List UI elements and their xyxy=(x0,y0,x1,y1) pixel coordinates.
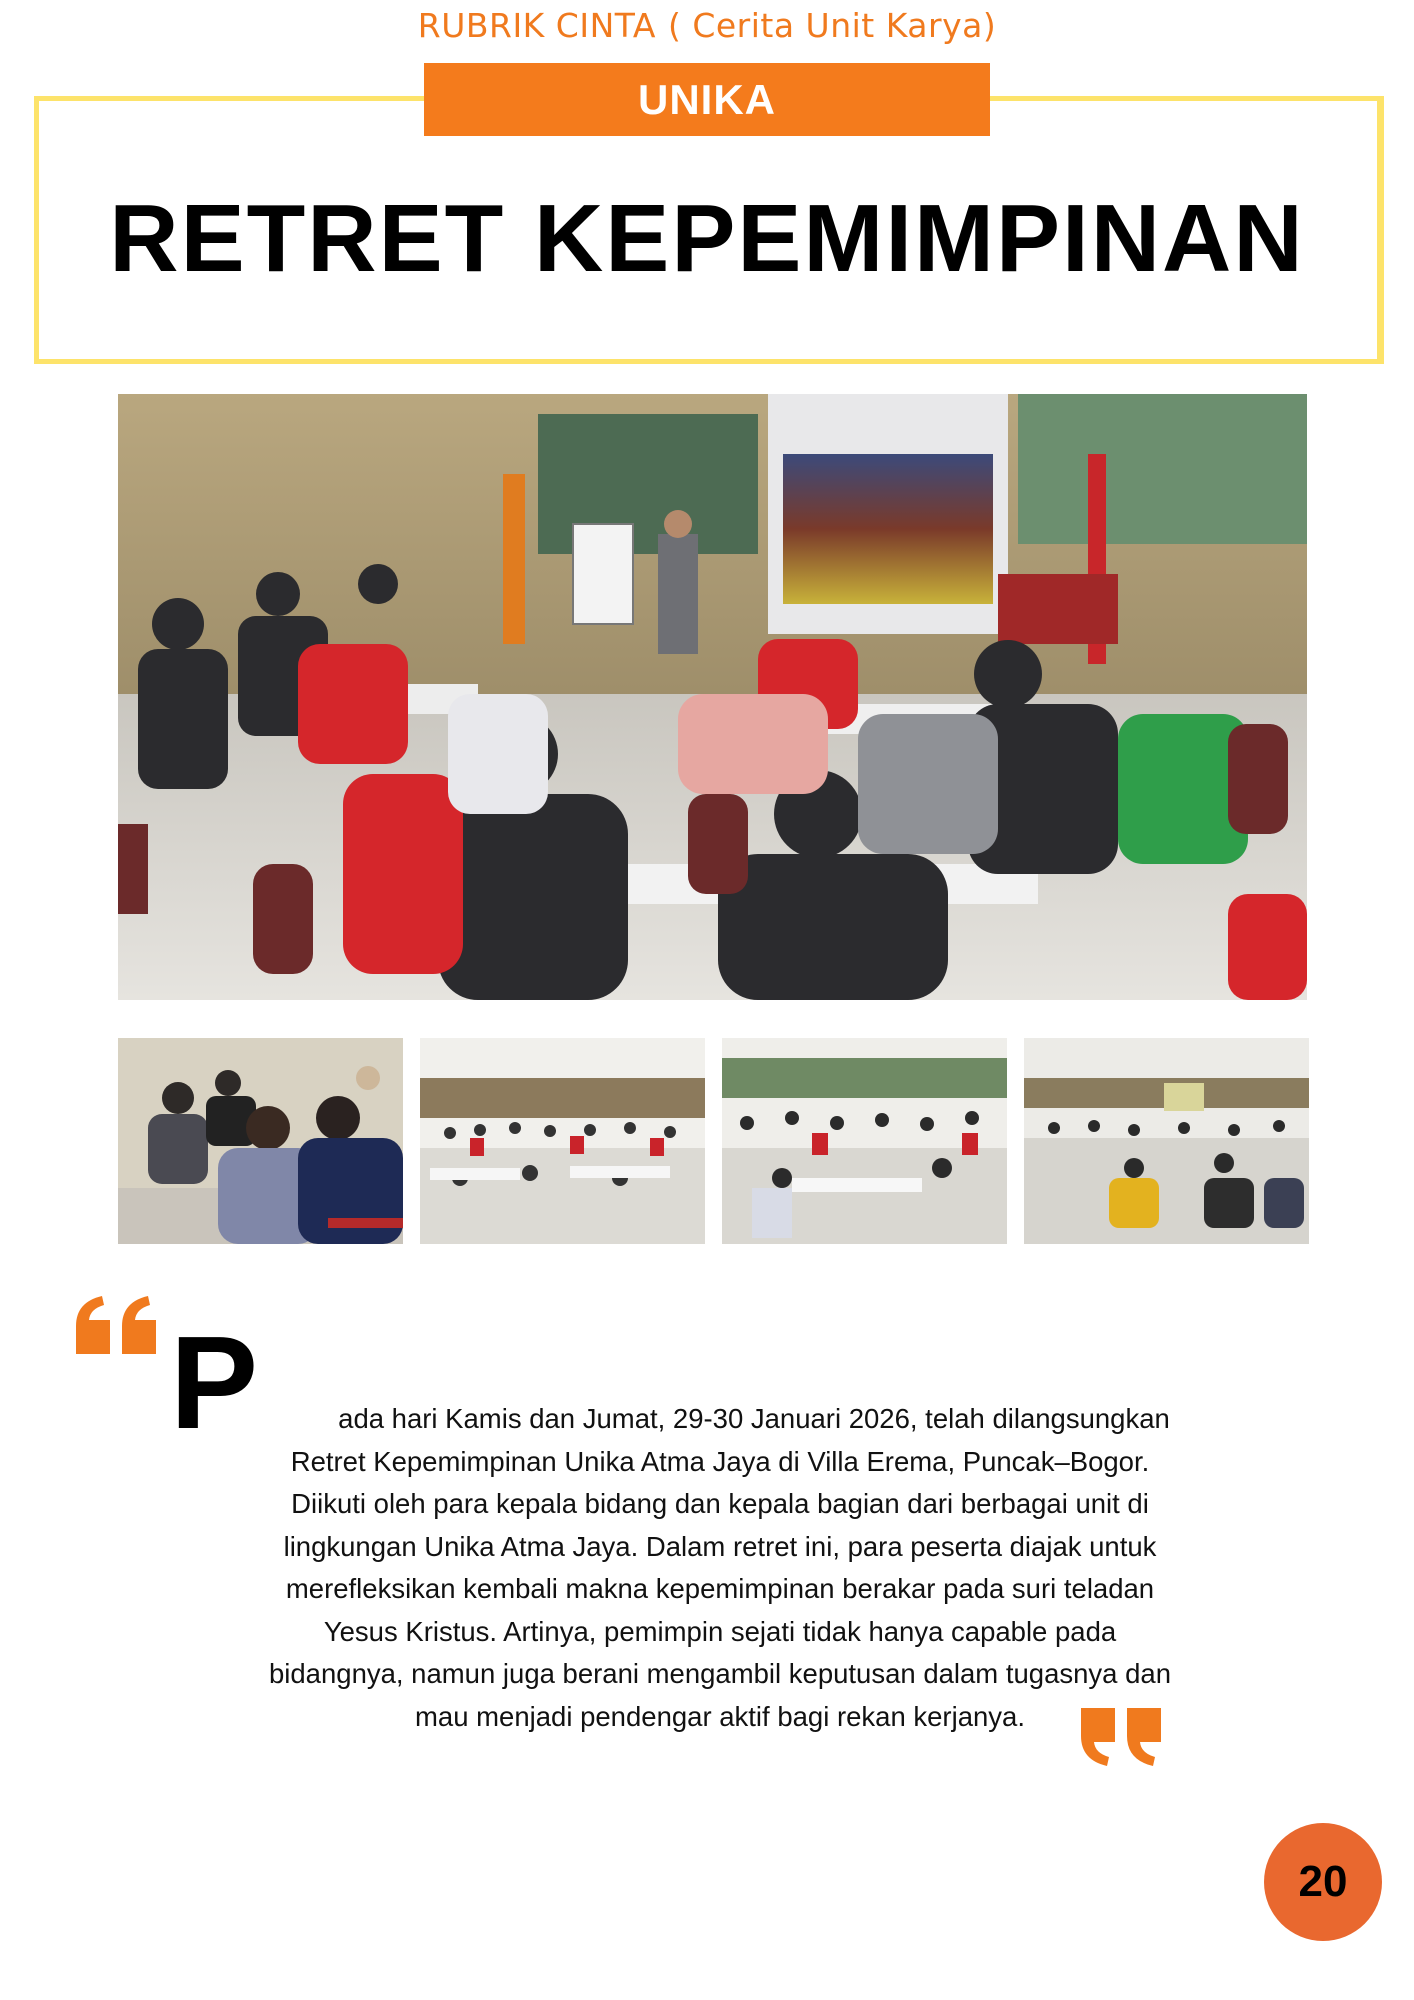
article-line: merefleksikan kembali makna kepemimpinan berakar pada suri teladan xyxy=(285,1573,1155,1604)
thumbnail-photo-1 xyxy=(118,1038,403,1244)
rubric-sub: ( Cerita Unit Karya) xyxy=(667,6,997,45)
article-line: lingkungan Unika Atma Jaya. Dalam retret ini, para peserta diajak untuk xyxy=(283,1530,1157,1562)
article-line: mau menjadi pendengar aktif bagi rekan kerjanya. xyxy=(415,1700,1025,1732)
page-title: RETRET KEPEMIMPINAN xyxy=(109,185,1305,292)
article-line: Yesus Kristus. Artinya, pemimpin sejati tidak hanya capable pada xyxy=(323,1615,1117,1647)
main-photo xyxy=(118,394,1307,1000)
article-line: bidangnya, namun juga berani mengambil keputusan dalam tugasnya dan xyxy=(268,1658,1171,1689)
article-line: Diikuti oleh para kepala bidang dan kepala bagian dari berbagai unit di xyxy=(291,1488,1149,1519)
thumbnail-photo-3 xyxy=(722,1038,1007,1244)
article-line: ada hari Kamis dan Jumat, 29-30 Januari 2026, telah dilangsungkan xyxy=(338,1403,1170,1434)
rubric-header xyxy=(0,6,1414,45)
article-line: Retret Kepemimpinan Unika Atma Jaya di Villa Erema, Puncak–Bogor. xyxy=(290,1445,1150,1477)
rubric-label: RUBRIK CINTA xyxy=(417,6,656,45)
thumbnail-photo-2 xyxy=(420,1038,705,1244)
thumbnail-photo-4 xyxy=(1024,1038,1309,1244)
section-tag: UNIKA xyxy=(424,63,990,136)
drop-cap: P xyxy=(170,1309,259,1456)
open-quote-icon xyxy=(76,1296,162,1356)
page-number-badge: 20 xyxy=(1264,1823,1382,1941)
article-body xyxy=(200,1398,1240,1738)
close-quote-icon xyxy=(1075,1708,1161,1768)
